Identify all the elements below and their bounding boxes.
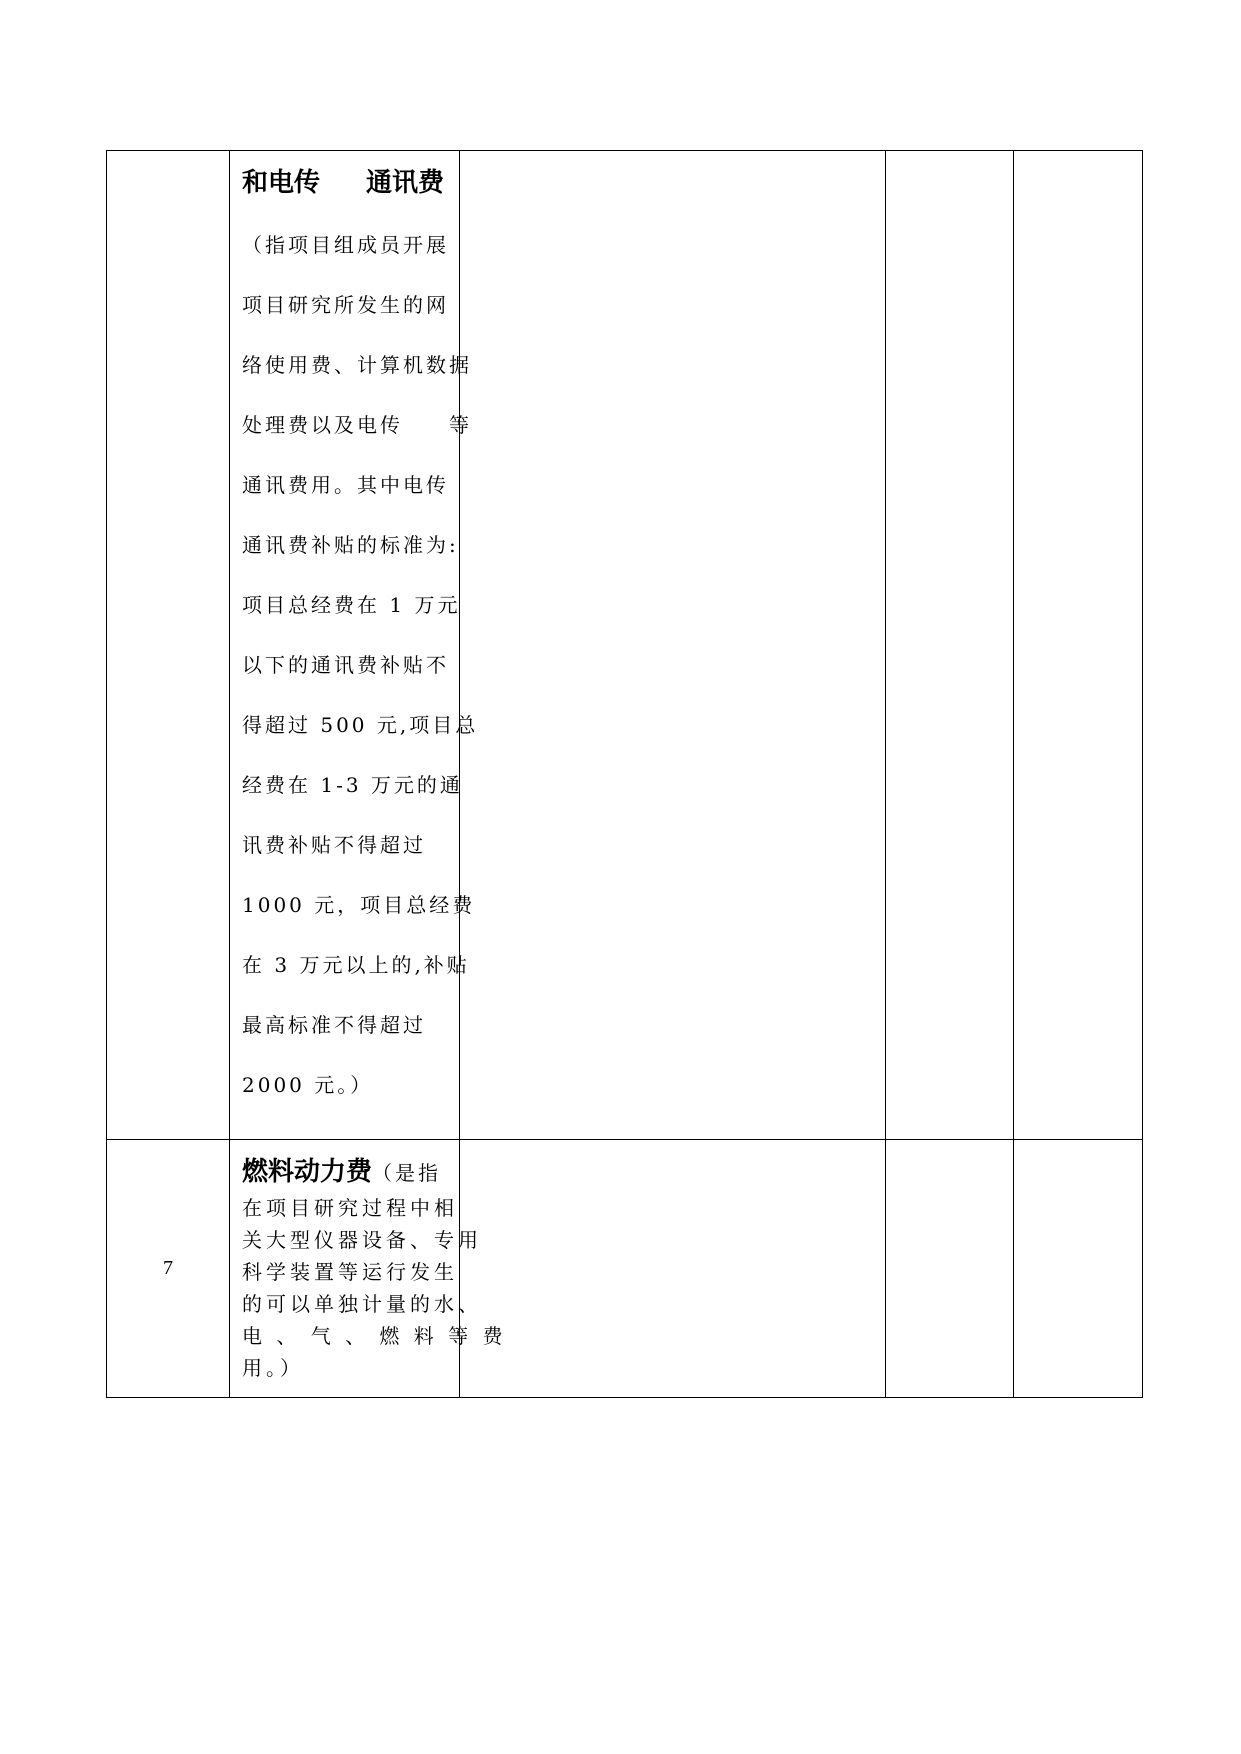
item-description-line: 电 、 气 、 燃 料 等 费 (242, 1324, 507, 1348)
item-cell (230, 1140, 507, 1398)
item-heading-right: 通讯费 (366, 168, 445, 198)
budget-table (106, 150, 1143, 1398)
remark-cell (1014, 1140, 1143, 1398)
item-description-line: 关大型仪器设备、专用 (242, 1228, 482, 1252)
item-description-line: 以下的通讯费补贴不 (242, 653, 449, 677)
item-description-line: 项目总经费在 1 万元 (242, 593, 461, 617)
item-description-line: 最高标准不得超过 (242, 1013, 426, 1037)
row-number-cell (107, 151, 230, 1140)
item-heading-title: 燃料动力费 (242, 1157, 373, 1187)
item-description-line: 1000 元，项目总经费 (242, 893, 476, 917)
row-number-cell: 7 (107, 1140, 230, 1398)
item-description (242, 215, 479, 1115)
item-description-line: （指项目组成员开展 (242, 233, 449, 257)
item-description-line: 科学装置等运行发生 (242, 1260, 458, 1284)
item-description-line: 2000 元。） (242, 1073, 374, 1097)
amount-cell (886, 1140, 1014, 1398)
item-heading (242, 1154, 453, 1192)
description-cell (460, 1140, 886, 1398)
item-description (242, 1192, 507, 1384)
item-description-line: 在项目研究过程中相 (242, 1196, 458, 1220)
table-row (107, 151, 1143, 1140)
item-heading-left: 和电传 (242, 168, 321, 198)
item-description-line: 讯费补贴不得超过 (242, 833, 426, 857)
item-description-line: 的可以单独计量的水、 (242, 1292, 482, 1316)
item-description-line: 经费在 1-3 万元的通 (242, 773, 463, 797)
item-description-line: 通讯费补贴的标准为: (242, 533, 459, 557)
item-content (230, 151, 479, 1115)
item-cell (230, 151, 479, 1140)
item-description-line: 在 3 万元以上的,补贴 (242, 953, 470, 977)
item-description-line: 通讯费用。其中电传 (242, 473, 449, 497)
item-description-line: 项目研究所发生的网 (242, 293, 449, 317)
table-row (107, 1140, 1143, 1398)
item-content (230, 1140, 507, 1384)
item-description-line: 得超过 500 元,项目总 (242, 713, 479, 737)
description-cell (460, 151, 886, 1140)
item-heading (242, 165, 453, 209)
item-description-line: 处理费以及电传 等 (242, 413, 472, 437)
item-description-line: 用。） (242, 1356, 304, 1380)
remark-cell (1014, 151, 1143, 1140)
item-description-line: 络使用费、计算机数据 (242, 353, 472, 377)
item-heading-suffix: （是指 (372, 1161, 442, 1185)
amount-cell (886, 151, 1014, 1140)
